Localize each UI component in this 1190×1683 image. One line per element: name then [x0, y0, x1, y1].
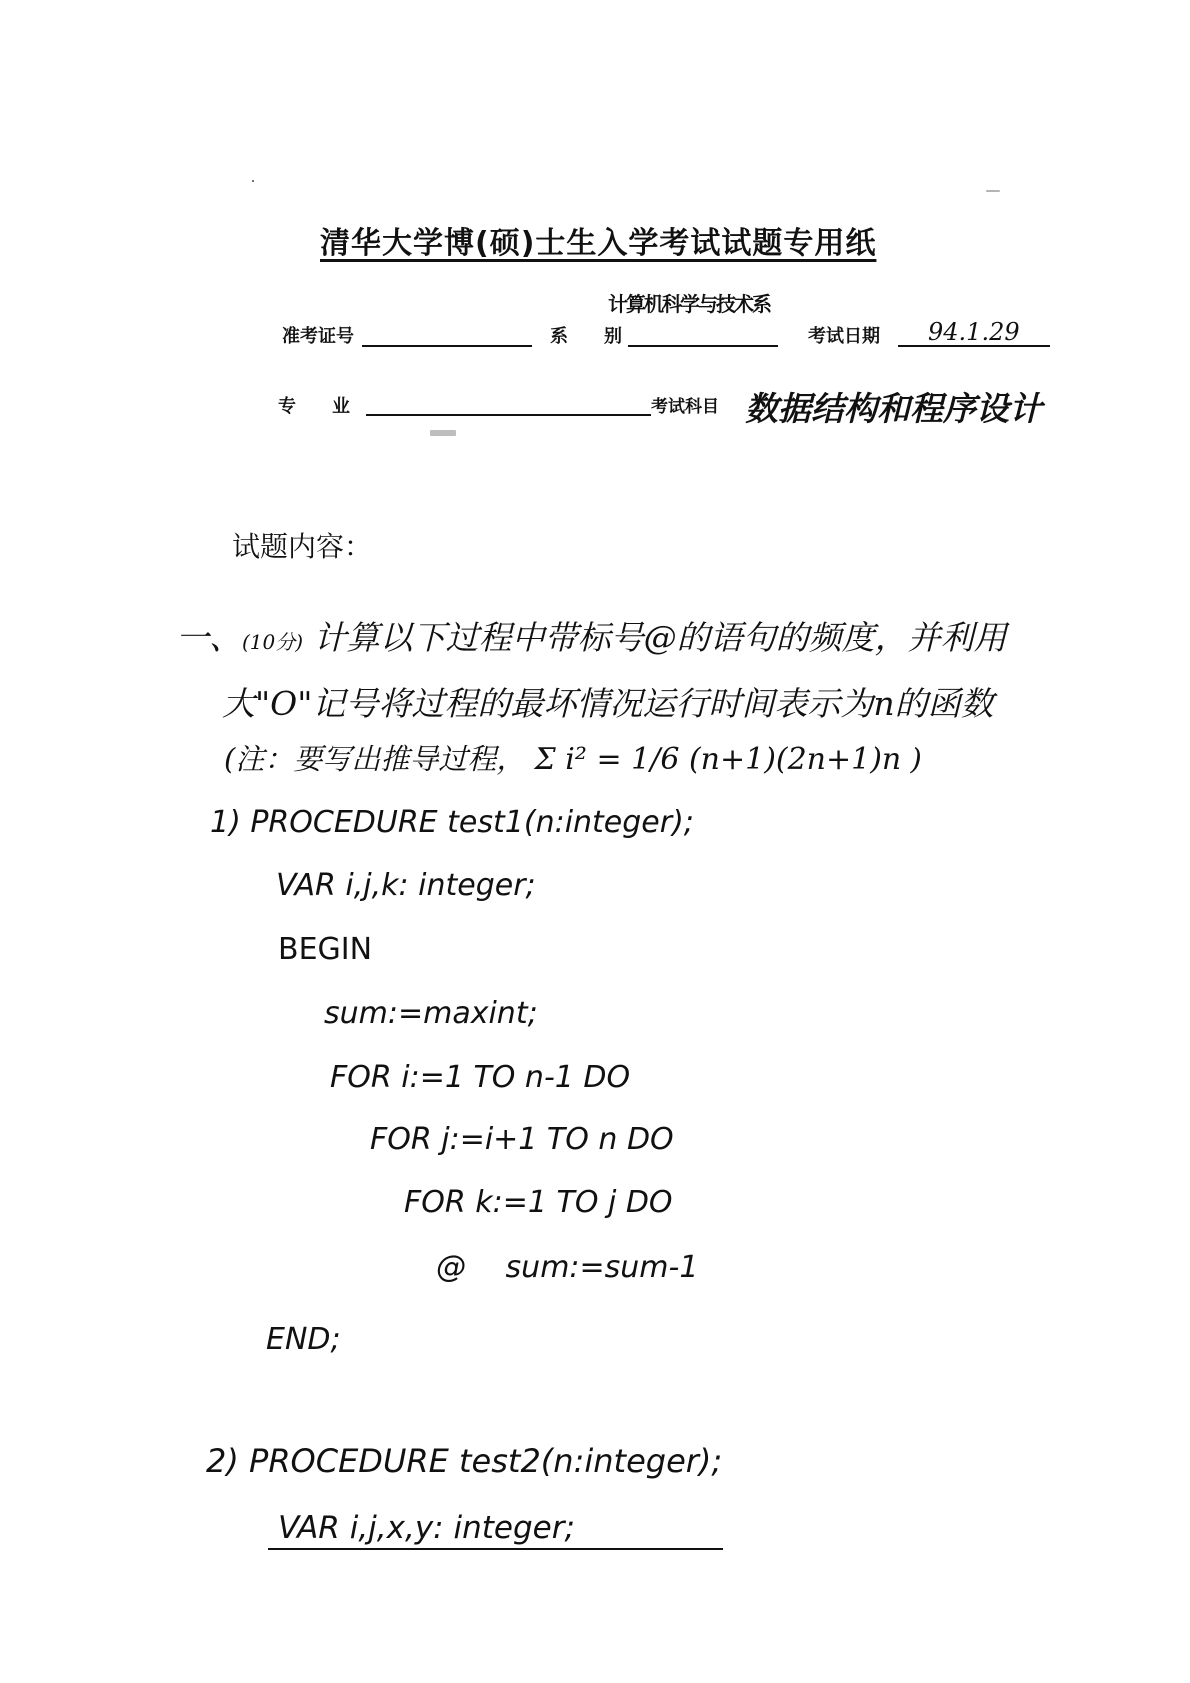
- procedure-1-end: END;: [266, 1322, 341, 1357]
- question-1-line-3: [224, 737, 922, 778]
- scan-speck: [986, 190, 1000, 192]
- procedure-2-header: 2) PROCEDURE test2(n:integer);: [206, 1442, 723, 1480]
- exam-paper-title: 清华大学博(硕)士生入学考试试题专用纸: [320, 226, 877, 261]
- procedure-1-stmt-2: sum:=sum-1: [505, 1250, 699, 1285]
- question-points: (10分): [242, 630, 304, 654]
- procedure-2-var: VAR i,j,x,y: integer;: [278, 1510, 575, 1546]
- question-1-line-1: [176, 612, 1007, 659]
- procedure-1-begin: BEGIN: [278, 932, 373, 967]
- scan-speck: [252, 180, 254, 182]
- procedure-1-header: 1) PROCEDURE test1(n:integer);: [210, 805, 694, 840]
- question-text-line-3-end: ): [910, 742, 922, 776]
- procedure-1-for-3: FOR k:=1 TO j DO: [404, 1185, 673, 1220]
- question-text-line-1: 计算以下过程中带标号@的语句的频度，并利用: [313, 618, 1007, 657]
- scan-speck: [430, 430, 456, 436]
- procedure-2-underline: [268, 1548, 723, 1550]
- major-label: 专 业: [278, 396, 350, 417]
- subject-value: 数据结构和程序设计: [745, 389, 1042, 428]
- statement-label: @: [436, 1250, 466, 1285]
- procedure-1-for-1: FOR i:=1 TO n-1 DO: [330, 1060, 631, 1095]
- section-label: 试题内容：: [232, 530, 373, 563]
- question-number: 一、: [176, 618, 242, 657]
- procedure-1-body: [436, 1250, 698, 1285]
- question-text-line-3: (注：要写出推导过程，: [224, 742, 526, 776]
- procedure-1-for-2: FOR j:=i+1 TO n DO: [370, 1122, 674, 1157]
- exam-date-value: 94.1.29: [928, 318, 1020, 346]
- admission-no-field: [362, 345, 532, 347]
- department-field: [628, 345, 778, 347]
- admission-no-label: 准考证号: [282, 326, 354, 347]
- procedure-1-var: VAR i,j,k: integer;: [276, 868, 536, 903]
- department-stamp: 计算机科学与技术系: [608, 292, 770, 316]
- sum-formula: Σ i² = 1/6 (n+1)(2n+1)n: [534, 742, 902, 777]
- department-label: 系 别: [550, 326, 622, 347]
- question-text-line-2: 大"O"记号将过程的最坏情况运行时间表示为n的函数: [222, 684, 994, 723]
- procedure-1-stmt-1: sum:=maxint;: [324, 996, 538, 1031]
- major-field: [366, 414, 651, 416]
- exam-date-label: 考试日期: [808, 326, 880, 347]
- subject-label: 考试科目: [651, 397, 719, 417]
